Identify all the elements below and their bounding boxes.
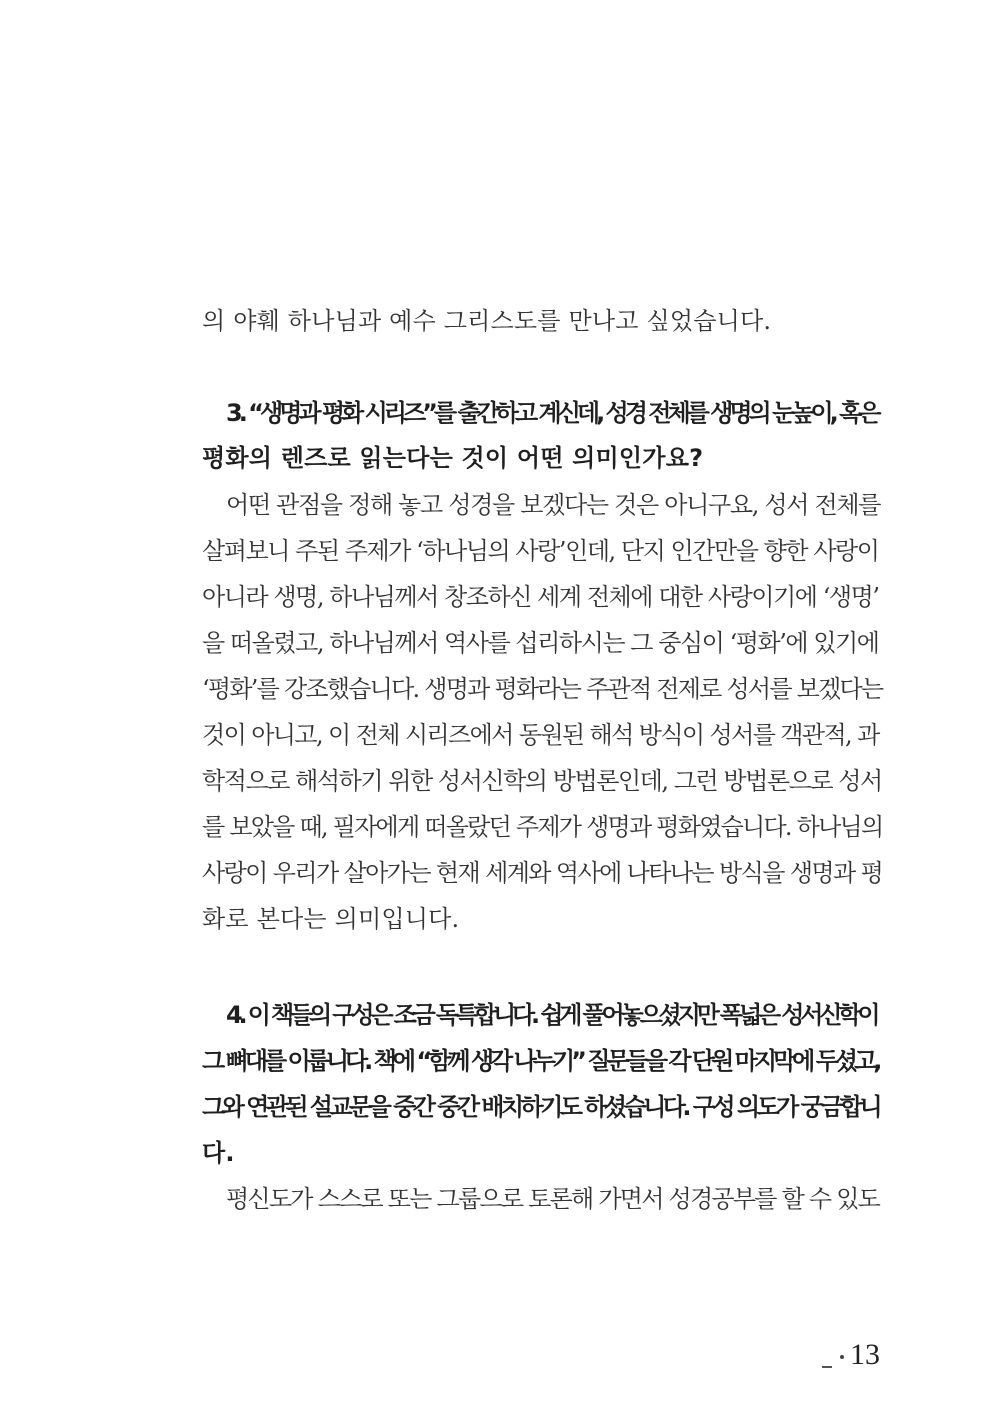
question-4-line-1: 4. 이 책들의 구성은 조금 독특합니다. 쉽게 풀어놓으셨지만 폭넓은 성서신학이 <box>226 1001 877 1029</box>
answer-3-line-10: 화로 본다는 의미입니다. <box>202 905 460 933</box>
answer-3-line-8: 를 보았을 때, 필자에게 떠올랐던 주제가 생명과 평화였습니다. 하나님의 <box>202 813 883 841</box>
answer-3-line-9: 사랑이 우리가 살아가는 현재 세계와 역사에 나타나는 방식을 생명과 평 <box>202 859 883 887</box>
question-3-line-1: 3. “생명과 평화 시리즈”를 출간하고 계신데, 성경 전체를 생명의 눈높이, 혹은 <box>226 399 878 427</box>
page-folio <box>822 1338 880 1372</box>
answer-3-line-2: 살펴보니 주된 주제가 ‘하나님의 사랑’인데, 단지 인간만을 향한 사랑이 <box>202 537 879 565</box>
intro-line: 의 야훼 하나님과 예수 그리스도를 만나고 싶었습니다. <box>202 307 772 335</box>
question-4-line-4: 다. <box>202 1139 235 1167</box>
answer-3-line-1: 어떤 관점을 정해 놓고 성경을 보겠다는 것은 아니구요, 성서 전체를 <box>226 491 881 519</box>
answer-3-line-4: 을 떠올렸고, 하나님께서 역사를 섭리하시는 그 중심이 ‘평화’에 있기에 <box>202 629 879 657</box>
folio-dot-mark <box>840 1355 844 1359</box>
answer-3-line-6: 것이 아니고, 이 전체 시리즈에서 동원된 해석 방식이 성서를 객관적, 과 <box>202 721 879 749</box>
page-number: 13 <box>850 1338 880 1371</box>
answer-3-line-5: ‘평화’를 강조했습니다. 생명과 평화라는 주관적 전제로 성서를 보겠다는 <box>202 675 883 703</box>
answer-3-line-3: 아니라 생명, 하나님께서 창조하신 세계 전체에 대한 사랑이기에 ‘생명’ <box>202 583 879 611</box>
folio-dash-mark <box>822 1366 832 1368</box>
question-4-line-3: 그와 연관된 설교문을 중간 중간 배치하기도 하셨습니다. 구성 의도가 궁금합니 <box>202 1093 880 1121</box>
answer-4-line-1: 평신도가 스스로 또는 그룹으로 토론해 가면서 성경공부를 할 수 있도 <box>226 1185 880 1213</box>
question-4-line-2: 그 뼈대를 이룹니다. 책에 “함께 생각 나누기” 질문들을 각 단원 마지막에 두셨고, <box>202 1047 879 1075</box>
answer-3-line-7: 학적으로 해석하기 위한 성서신학의 방법론인데, 그런 방법론으로 성서 <box>202 767 882 795</box>
question-3-line-2: 평화의 렌즈로 읽는다는 것이 어떤 의미인가요? <box>202 444 704 472</box>
